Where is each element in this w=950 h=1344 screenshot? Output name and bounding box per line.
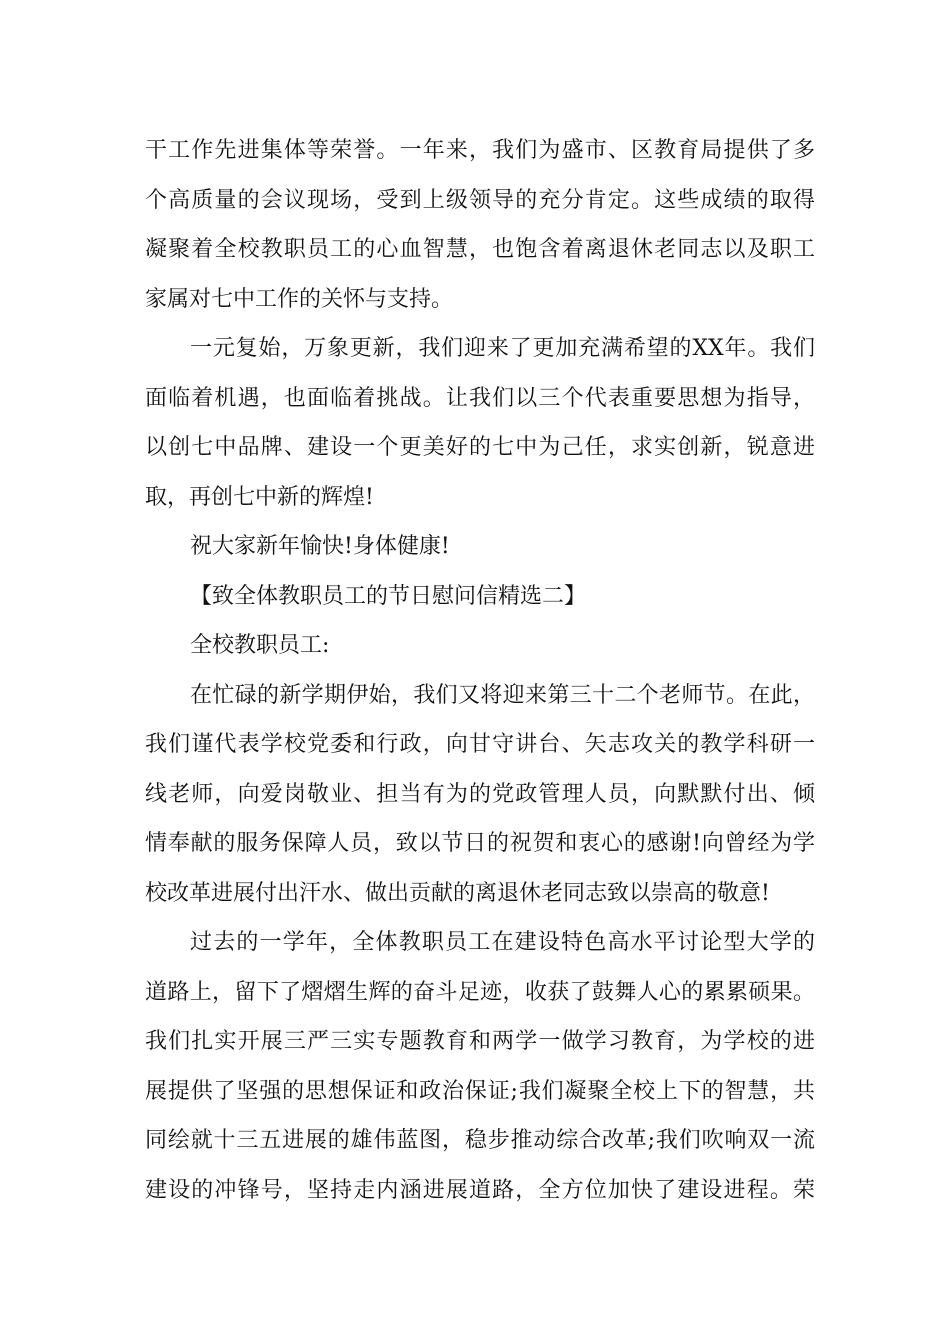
text-line: 校改革进展付出汗水、做出贡献的离退休老同志致以崇高的敬意! bbox=[145, 880, 770, 906]
text-line: 家属对七中工作的关怀与支持。 bbox=[145, 286, 454, 312]
text-line: 一元复始，万象更新，我们迎来了更加充满希望的XX年。我们 bbox=[190, 336, 815, 361]
text-line: 道路上，留下了熠熠生辉的奋斗足迹，收获了鼓舞人心的累累硕果。 bbox=[145, 979, 815, 1005]
section-heading: 【致全体教职员工的节日慰问信精选二】 bbox=[190, 583, 587, 609]
text-line: 取，再创七中新的辉煌! bbox=[145, 484, 374, 510]
text-line: 在忙碌的新学期伊始，我们又将迎来第三十二个老师节。在此， bbox=[190, 682, 815, 708]
text-line: 凝聚着全校教职员工的心血智慧，也饱含着离退休老同志以及职工 bbox=[145, 237, 815, 262]
text-line: 我们扎实开展三严三实专题教育和两学一做学习教育，为学校的进 bbox=[145, 1029, 815, 1054]
text-line: 干工作先进集体等荣誉。一年来，我们为盛市、区教育局提供了多 bbox=[145, 138, 815, 163]
salutation: 全校教职员工: bbox=[190, 633, 330, 658]
text-line: 过去的一学年，全体教职员工在建设特色高水平讨论型大学的 bbox=[190, 930, 815, 955]
text-line: 线老师，向爱岗敬业、担当有为的党政管理人员，向默默付出、倾 bbox=[145, 781, 815, 807]
text-line: 情奉献的服务保障人员，致以节日的祝贺和衷心的感谢!向曾经为学 bbox=[145, 831, 815, 856]
text-line: 我们谨代表学校党委和行政，向甘守讲台、矢志攻关的教学科研一 bbox=[145, 732, 815, 757]
text-line: 祝大家新年愉快!身体健康! bbox=[190, 534, 450, 559]
text-line: 面临着机遇，也面临着挑战。让我们以三个代表重要思想为指导， bbox=[145, 385, 815, 411]
text-line: 以创七中品牌、建设一个更美好的七中为己任，求实创新，锐意进 bbox=[145, 435, 815, 460]
document-body bbox=[145, 126, 815, 1215]
text-line: 同绘就十三五进展的雄伟蓝图，稳步推动综合改革;我们吹响双一流 bbox=[145, 1128, 815, 1153]
text-line: 展提供了坚强的思想保证和政治保证;我们凝聚全校上下的智慧，共 bbox=[145, 1078, 815, 1104]
text-line: 建设的冲锋号，坚持走内涵进展道路，全方位加快了建设进程。荣 bbox=[145, 1177, 815, 1203]
text-line: 个高质量的会议现场，受到上级领导的充分肯定。这些成绩的取得 bbox=[145, 187, 815, 213]
